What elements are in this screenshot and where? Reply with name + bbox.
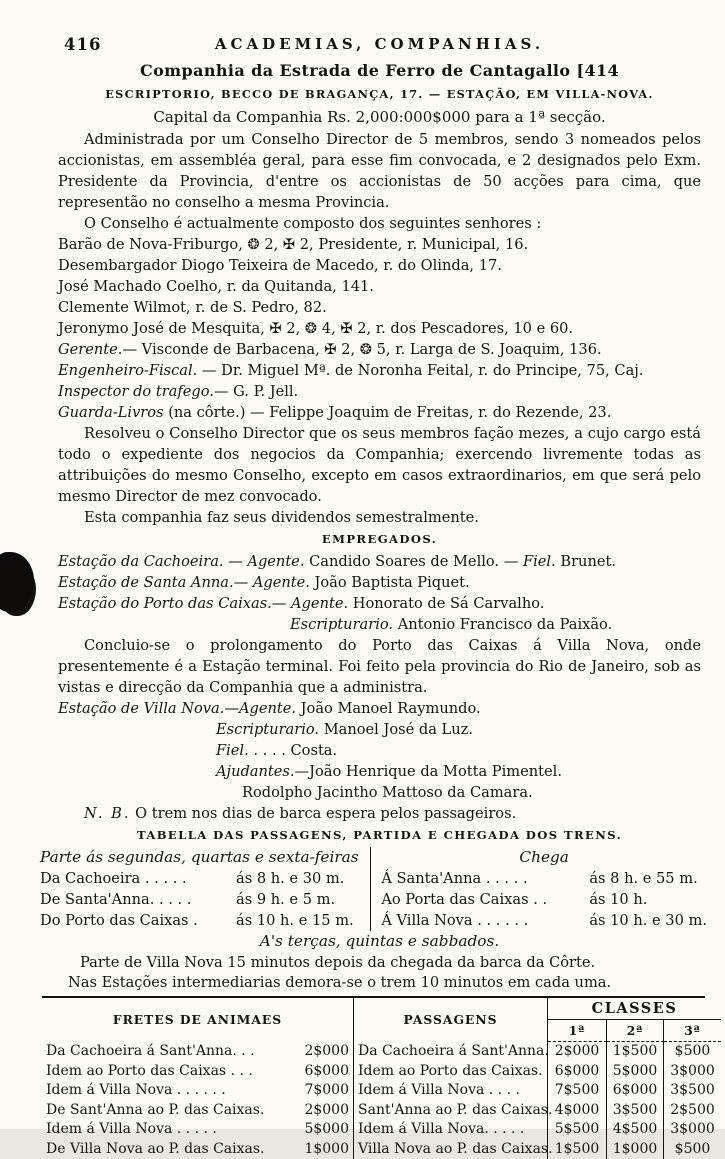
frete-price: 5$000: [304, 1120, 349, 1140]
member-text: José Machado Coelho, r. da Quitanda, 141.: [58, 278, 374, 295]
villanova-row: [216, 761, 701, 782]
fare-class-2: 1$000: [607, 1140, 664, 1159]
member-text: (na côrte.) — Felippe Joaquim de Freitas, r. do Rezende, 23.: [164, 404, 612, 421]
employee-role-2: Fiel.: [523, 553, 556, 570]
frete-route: Idem ao Porto das Caixas . . .: [46, 1062, 304, 1082]
fare-class-1: 2$000: [548, 1042, 607, 1062]
employee-name: Antonio Francisco da Paixão.: [393, 616, 612, 633]
council-member-row: [58, 360, 701, 381]
departure-row: [40, 910, 366, 931]
member-text: Desembargador Diogo Teixeira de Macedo, r. do Olinda, 17.: [58, 257, 502, 274]
nb-label: N. B.: [84, 805, 130, 822]
class-col-3: 3ª: [664, 1020, 721, 1043]
villanova-row: [58, 698, 701, 719]
fare-class-1: 4$000: [548, 1101, 607, 1121]
passagem-route: Idem ao Porto das Caixas.: [354, 1062, 548, 1082]
arrival-row: [381, 910, 707, 931]
member-text: Clemente Wilmot, r. de S. Pedro, 82.: [58, 299, 327, 316]
employee-name: Honorato de Sá Carvalho.: [348, 595, 544, 612]
council-member-row: [58, 402, 701, 423]
fare-class-3: 3$000: [664, 1120, 721, 1140]
passagem-route: Idem á Villa Nova . . . .: [354, 1081, 548, 1101]
frete-cell: [42, 1120, 354, 1140]
arrival-station: Á Villa Nova . . . . . .: [381, 910, 589, 931]
council-member-row: [58, 255, 701, 276]
empregados-heading: EMPREGADOS.: [58, 529, 701, 550]
office-address-line: ESCRIPTORIO, BECCO DE BRAGANÇA, 17. — ESTAÇÃO, EM VILLA-NOVA.: [58, 84, 701, 105]
fares-table: [42, 996, 705, 1159]
fare-class-3: $500: [664, 1140, 721, 1159]
arrival-time: ás 10 h. e 30 m.: [589, 910, 707, 931]
passagens-header: PASSAGENS: [354, 998, 548, 1042]
arrivals-column: [371, 847, 707, 931]
frete-price: 7$000: [304, 1081, 349, 1101]
employee-name: . . . . Costa.: [249, 742, 337, 759]
employee-name: João Baptista Piquet.: [310, 574, 470, 591]
capital-line: Capital da Companhia Rs. 2,000:000$000 para a 1ª secção.: [58, 107, 701, 128]
company-name: Companhia da Estrada de Ferro de Cantagallo: [140, 61, 571, 80]
fare-class-2: 1$500: [607, 1042, 664, 1062]
arrival-time: ás 8 h. e 55 m.: [589, 868, 697, 889]
arrival-row: [381, 889, 707, 910]
frete-route: Idem á Villa Nova . . . . .: [46, 1120, 304, 1140]
departure-station: Da Cachoeira . . . . .: [40, 868, 236, 889]
departure-time: ás 8 h. e 30 m.: [236, 868, 344, 889]
frete-price: 2$000: [304, 1101, 349, 1121]
member-text: Barão de Nova-Friburgo, ❂ 2, ✠ 2, Presidente, r. Municipal, 16.: [58, 236, 528, 253]
employee-row: [58, 593, 701, 614]
member-role: Guarda-Livros: [58, 404, 164, 421]
alt-days-line: A's terças, quintas e sabbados.: [58, 931, 701, 952]
fare-class-2: 3$500: [607, 1101, 664, 1121]
frete-price: 2$000: [304, 1042, 349, 1062]
running-head: ACADEMIAS, COMPANHIAS.: [58, 34, 701, 55]
employee-name: —João Henrique da Motta Pimentel.: [295, 763, 562, 780]
fare-class-3: 3$000: [664, 1062, 721, 1082]
departure-time: ás 10 h. e 15 m.: [236, 910, 354, 931]
villanova-row: [216, 719, 701, 740]
fare-class-3: 3$500: [664, 1081, 721, 1101]
class-col-1: 1ª: [548, 1020, 607, 1043]
paragraph-administration: Administrada por um Conselho Director de 5 membros, sendo 3 nomeados pelos accionistas, em assembléa geral, para esse fim convocada, e 2 designados pelo Exm. Presidente da Provincia, d'entre os accionistas de 50 acções para cima, que representão no conselho a mesma Provincia.: [58, 129, 701, 213]
ink-smudge: [0, 552, 34, 612]
frete-route: De Sant'Anna ao P. das Caixas.: [46, 1101, 304, 1121]
employee-name: Manoel José da Luz.: [319, 721, 473, 738]
frete-price: 6$000: [304, 1062, 349, 1082]
frete-route: De Villa Nova ao P. das Caixas.: [46, 1140, 304, 1159]
council-member-row: [58, 318, 701, 339]
paragraph-dividends: Esta companhia faz seus dividendos semestralmente.: [58, 507, 701, 528]
cross-reference-number: [414: [576, 61, 619, 80]
arrival-station: Á Santa'Anna . . . . .: [381, 868, 589, 889]
arrivals-header: Chega: [381, 847, 707, 868]
fare-class-2: 6$000: [607, 1081, 664, 1101]
frete-cell: [42, 1062, 354, 1082]
arrival-time: ás 10 h.: [589, 889, 647, 910]
passagem-route: Sant'Anna ao P. das Caixas.: [354, 1101, 548, 1121]
nb-text: O trem nos dias de barca espera pelos passageiros.: [130, 805, 516, 822]
passagem-route: Villa Nova ao P. das Caixas.: [354, 1140, 548, 1159]
member-text: Jeronymo José de Mesquita, ✠ 2, ❂ 4, ✠ 2, r. dos Pescadores, 10 e 60.: [58, 320, 573, 337]
employee-station: Estação da Cachoeira. — Agente.: [58, 553, 304, 570]
council-member-row: [58, 276, 701, 297]
departure-time: ás 9 h. e 5 m.: [236, 889, 335, 910]
fare-class-3: 2$500: [664, 1101, 721, 1121]
employee-row: [58, 551, 701, 572]
departures-header: Parte ás segundas, quartas e sexta-feiras: [40, 847, 366, 868]
fare-class-2: 4$500: [607, 1120, 664, 1140]
arrival-row: [381, 868, 707, 889]
nota-bene-line: [58, 803, 701, 824]
train-timetable: [40, 847, 707, 931]
employee-name: João Manoel Raymundo.: [296, 700, 481, 717]
passagem-route: Idem á Villa Nova. . . . .: [354, 1120, 548, 1140]
employee-station: Fiel.: [216, 742, 249, 759]
member-role: Engenheiro-Fiscal.: [58, 362, 197, 379]
fare-class-1: 7$500: [548, 1081, 607, 1101]
villanova-row: [242, 782, 701, 803]
frete-cell: [42, 1101, 354, 1121]
employee-name: Rodolpho Jacintho Mattoso da Camara.: [242, 784, 533, 801]
page-number: 416: [64, 34, 101, 55]
timetable-note: Parte de Villa Nova 15 minutos depois da chegada da barca da Côrte.: [58, 952, 701, 972]
employee-station: Estação de Santa Anna.— Agente.: [58, 574, 310, 591]
employee-row: [58, 572, 701, 593]
villanova-row: [216, 740, 701, 761]
fare-class-3: $500: [664, 1042, 721, 1062]
tabella-heading: TABELLA DAS PASSAGENS, PARTIDA E CHEGADA DOS TRENS.: [58, 825, 701, 846]
member-role: Inspector do trafego.: [58, 383, 214, 400]
employee-row: [290, 614, 701, 635]
employee-station: Escripturario.: [216, 721, 319, 738]
passagem-route: Da Cachoeira á Sant'Anna.: [354, 1042, 548, 1062]
council-member-row: [58, 234, 701, 255]
frete-cell: [42, 1081, 354, 1101]
fare-class-1: 5$500: [548, 1120, 607, 1140]
paragraph-council-intro: O Conselho é actualmente composto dos seguintes senhores :: [58, 213, 701, 234]
departures-column: [40, 847, 371, 931]
council-member-row: [58, 339, 701, 360]
departure-row: [40, 868, 366, 889]
member-role: Gerente.: [58, 341, 122, 358]
departure-row: [40, 889, 366, 910]
page-header: [58, 34, 701, 58]
frete-cell: [42, 1140, 354, 1159]
article-title: [58, 60, 701, 81]
timetable-note: Nas Estações intermediarias demora-se o trem 10 minutos em cada uma.: [58, 972, 701, 992]
paragraph-resolution: Resolveu o Conselho Director que os seus membros fação mezes, a cujo cargo está todo o expediente dos negocios da Companhia; exercendo livremente todas as attribuições do mesmo Conselho, excepto em casos extraordinarios, em que será pelo mesmo Director de mez convocado.: [58, 423, 701, 507]
fretes-header: FRETES DE ANIMAES: [42, 998, 354, 1042]
frete-route: Da Cachoeira á Sant'Anna. . .: [46, 1042, 304, 1062]
council-member-row: [58, 381, 701, 402]
frete-price: 1$000: [304, 1140, 349, 1159]
employee-station: Escripturario.: [290, 616, 393, 633]
member-text: — Visconde de Barbacena, ✠ 2, ❂ 5, r. Larga de S. Joaquim, 136.: [122, 341, 601, 358]
class-col-2: 2ª: [607, 1020, 664, 1043]
departure-station: Do Porto das Caixas .: [40, 910, 236, 931]
member-text: — Dr. Miguel Mª. de Noronha Feital, r. do Principe, 75, Caj.: [197, 362, 643, 379]
paragraph-extension: Concluio-se o prolongamento do Porto das Caixas á Villa Nova, onde presentemente é a Estação terminal. Foi feito pela provincia do Rio de Janeiro, sob as vistas e direcção da Companhia que a administra.: [58, 635, 701, 698]
frete-route: Idem á Villa Nova . . . . . .: [46, 1081, 304, 1101]
fare-class-2: 5$000: [607, 1062, 664, 1082]
arrival-station: Ao Porta das Caixas . .: [381, 889, 589, 910]
employee-station: Estação de Villa Nova.—Agente.: [58, 700, 296, 717]
employee-station: Estação do Porto das Caixas.— Agente.: [58, 595, 348, 612]
frete-cell: [42, 1042, 354, 1062]
classes-header: CLASSES: [548, 998, 721, 1020]
council-member-row: [58, 297, 701, 318]
employee-name-2: Brunet.: [556, 553, 616, 570]
departure-station: De Santa'Anna. . . . .: [40, 889, 236, 910]
member-text: — G. P. Jell.: [214, 383, 298, 400]
employee-station: Ajudantes.: [216, 763, 295, 780]
fare-class-1: 1$500: [548, 1140, 607, 1159]
employee-name: Candido Soares de Mello. —: [304, 553, 522, 570]
fare-class-1: 6$000: [548, 1062, 607, 1082]
